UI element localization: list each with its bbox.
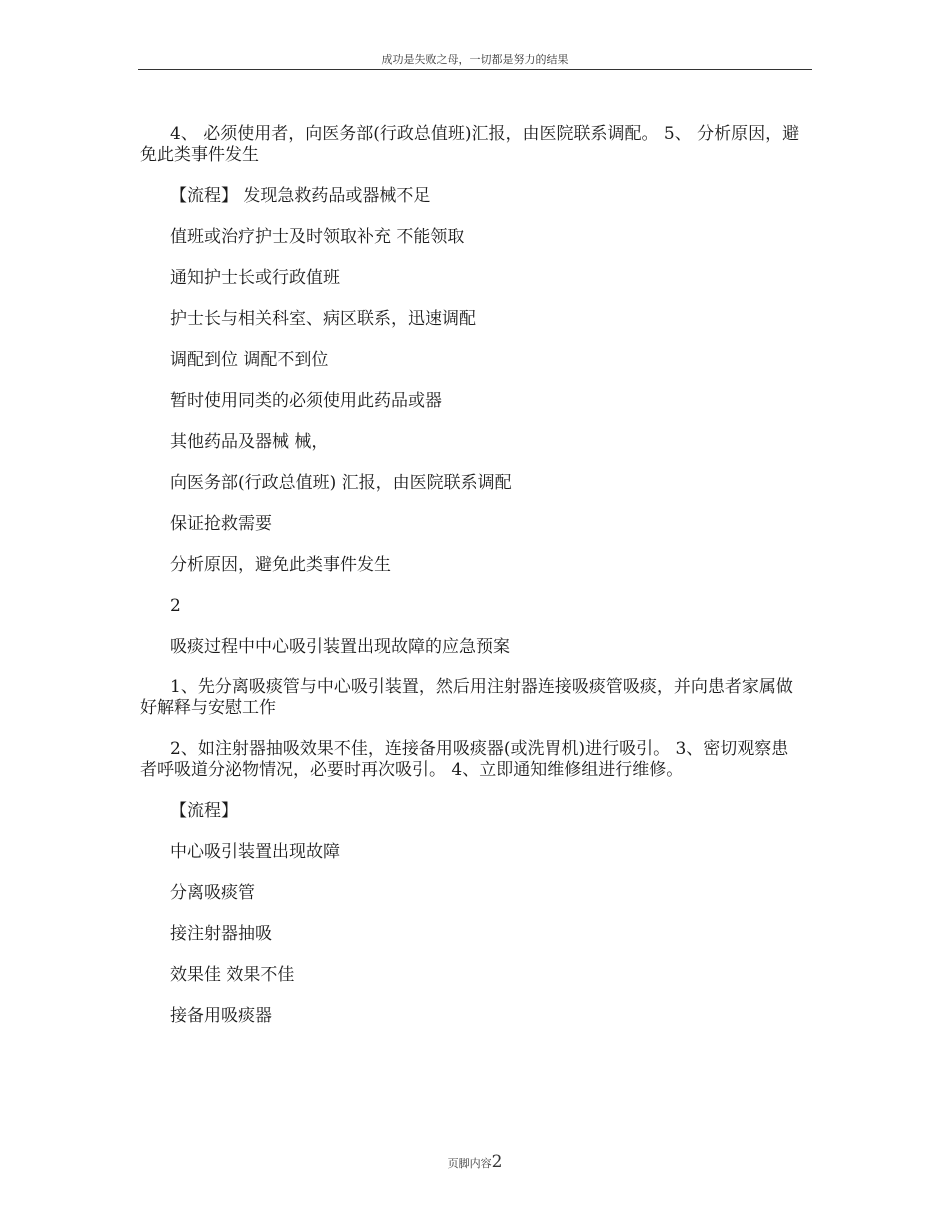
page-number: 2 [491,1152,503,1172]
section-number: 2 [170,596,181,616]
flow-step: 向医务部(行政总值班) 汇报，由医院联系调配 [170,473,512,493]
paragraph-step-1: 1、先分离吸痰管与中心吸引装置，然后用注射器连接吸痰管吸痰，并向患者家属做好解释与安慰工作 [140,677,793,718]
flow-step: 效果佳 效果不佳 [170,965,295,985]
section-title: 吸痰过程中中心吸引装置出现故障的应急预案 [170,637,510,657]
footer-label: 页脚内容 [447,1157,492,1170]
header-divider [138,69,812,70]
flow-step: 暂时使用同类的必须使用此药品或器 [170,391,442,411]
flow-step: 接备用吸痰器 [170,1006,272,1026]
flow-title: 【流程】 [170,801,238,821]
flow-step: 保证抢救需要 [170,514,272,534]
flow-step: 分析原因，避免此类事件发生 [170,555,391,575]
flow-step: 分离吸痰管 [170,883,255,903]
flow-step: 调配到位 调配不到位 [170,350,329,370]
flow-step: 值班或治疗护士及时领取补充 不能领取 [170,227,465,247]
paragraph-report-and-analyze: 4、 必须使用者，向医务部(行政总值班)汇报，由医院联系调配。 5、 分析原因，避免此类事件发生 [140,124,800,165]
flow-title-insufficient-supplies: 【流程】 发现急救药品或器械不足 [170,186,431,206]
flow-step: 中心吸引装置出现故障 [170,842,340,862]
document-body [140,124,800,1026]
paragraph-steps-2-4: 2、如注射器抽吸效果不佳，连接备用吸痰器(或洗胃机)进行吸引。 3、密切观察患者呼吸道分泌物情况，必要时再次吸引。 4、立即通知维修组进行维修。 [140,739,789,780]
flow-step: 接注射器抽吸 [170,924,272,944]
flow-step: 通知护士长或行政值班 [170,268,340,288]
page-header: 成功是失败之母，一切都是努力的结果 [381,53,569,66]
flow-step: 护士长与相关科室、病区联系，迅速调配 [170,309,476,329]
page-footer [0,1152,950,1172]
flow-step: 其他药品及器械 械， [170,432,329,452]
